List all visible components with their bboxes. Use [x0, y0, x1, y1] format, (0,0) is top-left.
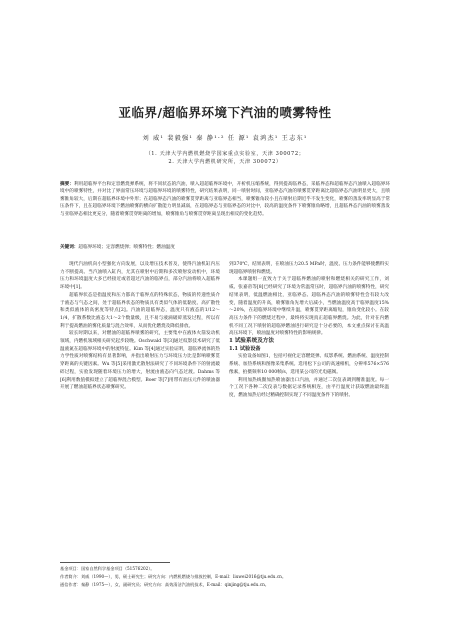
footnote-divider — [60, 562, 170, 563]
abstract — [60, 181, 390, 218]
paragraph: 利用加热线圈加热喷油器出口汽油，并通过二次仪表调到精准温度。每一个工况下各种二次仪表与数据记录系统相连，由平行温度计获取燃油最终温度，燃油加热后经过精确控制实现了不同温度条件下的喷射。 — [229, 377, 389, 398]
author-list: 刘 威¹ 裴毅强¹ 秦 静¹·² 任 源¹ 袁鸿杰¹ 王志东¹ — [142, 135, 308, 142]
page-title: 亚临界/超临界环境下汽油的喷雾特性 — [118, 105, 332, 120]
left-column — [60, 261, 220, 392]
right-column — [229, 261, 389, 400]
paragraph: 本课题组一直致力于关于超临界燃油的喷射和燃烧相关的研究工作，刘威、张嘉帝等[8]已经研究了环境为常温常压时，超临界汽油的喷雾特性，研究结果表明，低温燃油相比，亚临界态、超临界态汽油的喷雾特性会有较大改变，随着温度的升高，喷雾锥角先增大后减小，当燃油温度高于临界温度15%～20%，在超临界环境中继续升温，喷雾贯穿距离缩短，锥角变化较小。在较高压力条件下的燃烧过程中，最终将实现真正超临界燃烧。为此，针对在内燃机不同工况下喷射的超临界燃油进行研究是十分必要的，本文重点探讨在高温高压环境下，喷油温度对喷雾特性的影响规律。 — [229, 277, 389, 337]
paragraph: 实验设备如图1，包括可视化定容燃烧弹、纹影系统、燃油系统、温度控制系统、加热系统和图像采集系统。选用松下公司的高速相机，分辨率576×576像素，拍摄频率10 000帧/s，选用某公司的光电磁阀。 — [229, 354, 389, 375]
footnote-correspondence: 通信作者：秦静（1975—），女，副研究员；研究方向：高效清洁汽油机技术，E-mail：qinjing@tju.edu.cn。 — [60, 582, 269, 587]
affiliation-1: （1. 天津大学内燃机燃烧学国家重点实验室，天津 300072； — [145, 151, 305, 157]
footnote-author: 作者简介：刘威（1990—），男，硕士研究生；研究方向：内燃机燃烧与排放控制，E-mail：liuwei2016@tju.edu.cn。 — [60, 574, 287, 579]
paragraph: 到370℃，结果表明，在喷油压力20.5 MPa时，温度、压力条件能够使燃料实现超临界喷射和燃烧。 — [229, 262, 389, 275]
subsection-heading: 1.1 试验设备 — [229, 345, 261, 352]
section-heading: 1 试验系统及方法 — [229, 338, 274, 345]
paragraph: 现代汽油机向小型强化方向发展，以及增压技术普及，使得汽油机缸内压力不断提高。当汽油喷入缸内，尤其在喷射中后期和多次喷射发动机中，环境压力和环境温度大多已经接近或者超过汽油的临界点，部分汽油将喷入超临界环境中[1]。 — [60, 262, 220, 291]
affiliation-2: 2. 天津大学内燃机研究所，天津 300072） — [168, 159, 282, 165]
keywords-text: 超临界环境；定容燃烧弹；喷雾特性；燃油温度 — [78, 245, 175, 250]
paragraph: 超临界状态是指温度和压力都高于临界点的特殊状态，物质的传递性质介于液态与气态之间，处于超临界状态的物质具有类似气体的低黏度、高扩散性和类似液体的高密度等特点[2]。汽油的超临界态，温度只有液态的1/12～1/4，扩散系数比液态大1～2个数量级，且不易与液滴破碎蒸发过程，所以有利于提高燃油的雾化质量与混合效率，从而优化燃烧及降低排放。 — [60, 292, 220, 329]
keywords — [60, 244, 390, 250]
abstract-text: 利用超临界平台和定容燃烧弹系统，将不同状态的汽油，喷入超超临界环境中，开析机压缩系统，得到提高临界态，采临界态和超临界态汽油喷入超临界环境中的喷雾特性，并对比了界面常压环境与超临界环境的喷雾特性，研究结果表明，同一喷射时间，亚临界态汽油的喷雾贯穿距离比超临界态汽油明显更大，且喷雾锥角较大，后期在超临界环境中外形；在超临界态汽油的喷雾贯穿距离与亚临界态相当，喷雾锥角较小且在喷射后期近乎不发生变化，喷雾的蒸发率明显高于常压条件下，且在超临界环境下燃油喷雾的横向扩散能力明显减弱，在超临界态与亚临界态的对比中，较高的温度条件下喷雾锥角略增，且超临界态汽油的喷雾蒸发与亚临界态相比更充分，随着喷雾贯穿距离的增加，喷雾锥角与喷雾贯穿距离呈现出相反的变化趋势。 — [60, 182, 390, 217]
paragraph: 较长时期以来，对燃油的超临界喷雾的研究，主要集中在液体火箭发动机领域，内燃机领域相关研究起步较晚。Oschwald 等[3]通过纹影技术研究了低温液氮在超临界环境中的射流特征。Kim 等[4]通过实验证明，超临界流体的热力学性质对喷雾结构有显著影响，并指出喷射压力与环境压力比是影响喷雾贯穿距离的关键因素。Wu 等[5]采用激光散射法研究了不同环境条件下的射流破碎过程，实验发现随着环境压力的增大，射流由液态向气态过渡。Dahms 等[6]利用数值模拟建立了超临界混合模型。Boer 等[7]用带有油压元件的喷油器开展了燃油超临界状态喷雾研究。 — [60, 331, 220, 391]
abstract-label: 摘要： — [60, 182, 74, 187]
footnote-funding: 基金项目：国家自然科学基金项目（51576202）。 — [60, 566, 155, 571]
keywords-label: 关键词： — [60, 245, 79, 250]
